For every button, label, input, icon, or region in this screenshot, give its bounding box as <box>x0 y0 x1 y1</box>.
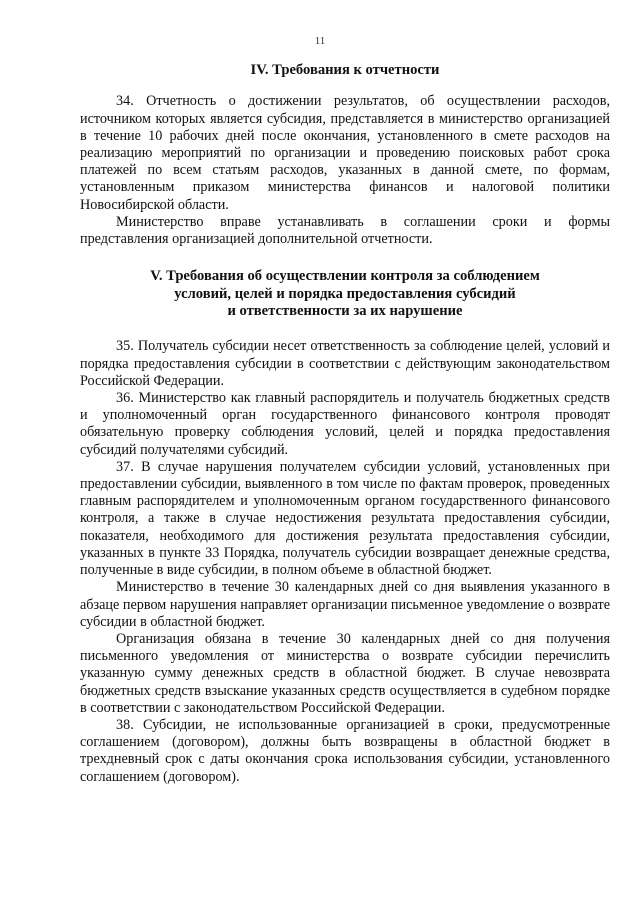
section-5-heading-line-3: и ответственности за их нарушение <box>227 303 463 320</box>
page-number: 11 <box>314 35 326 47</box>
section-5-heading <box>80 268 610 320</box>
section-4-heading: IV. Требования к отчетности <box>250 62 440 78</box>
section-5-heading-line-2: условий, целей и порядка предоставления субсидий <box>174 285 516 302</box>
paragraph-36: 36. Министерство как главный распорядитель и получатель бюджетных средств и уполномоченный орган государственного финансового контроля проводят обязательную проверку соблюдения условий, целей и порядка предоставления субсидий получателями субсидий. <box>80 390 610 458</box>
paragraph-35: 35. Получатель субсидии несет ответственность за соблюдение целей, условий и порядка предоставления субсидии в соответствии с действующим законодательством Российской Федерации. <box>80 338 610 389</box>
paragraph-34-extra: Министерство вправе устанавливать в соглашении сроки и формы представления организацией дополнительной отчетности. <box>80 213 610 248</box>
paragraph-37-notice: Министерство в течение 30 календарных дней со дня выявления указанного в абзаце первом нарушения направляет организации письменное уведомление о возврате субсидии в областной бюджет. <box>80 579 610 630</box>
document-body <box>80 62 610 786</box>
section-5-heading-line-1: V. Требования об осуществлении контроля за соблюдением <box>150 268 540 285</box>
paragraph-38: 38. Субсидии, не использованные организацией в сроки, предусмотренные соглашением (договором), должны быть возвращены в областной бюджет в трехдневный срок с даты окончания срока использования субсидии, установленного соглашением (договором). <box>80 716 610 785</box>
paragraph-34: 34. Отчетность о достижении результатов, об осуществлении расходов, источником которых является субсидия, представляется в министерство организацией в течение 10 рабочих дней после окончания, установленного в смете расходов на реализацию мероприятий по организации и проведению поисковых работ срока платежей по всем статьям расходов, указанных в данной смете, по формам, установленным приказом министерства финансов и налоговой политики Новосибирской области. <box>80 93 610 213</box>
paragraph-37-obligation: Организация обязана в течение 30 календарных дней со дня получения письменного уведомления от министерства о возврате субсидии перечислить указанную сумму денежных средств в областной бюджет. В случае невозврата бюджетных средств взыскание указанных средств осуществляется в судебном порядке в соответствии с законодательством Российской Федерации. <box>80 630 610 716</box>
paragraph-37: 37. В случае нарушения получателем субсидии условий, установленных при предоставлении субсидии, выявленного в том числе по фактам проверок, проведенных главным распорядителем и уполномоченным органом государственного финансового контроля, а также в случае недостижения результата предоставления субсидии, показателя, необходимого для достижения результата предоставления субсидии, указанных в пункте 33 Порядка, получатель субсидии возвращает денежные средства, полученные в виде субсидии, в полном объеме в областной бюджет. <box>80 458 610 579</box>
